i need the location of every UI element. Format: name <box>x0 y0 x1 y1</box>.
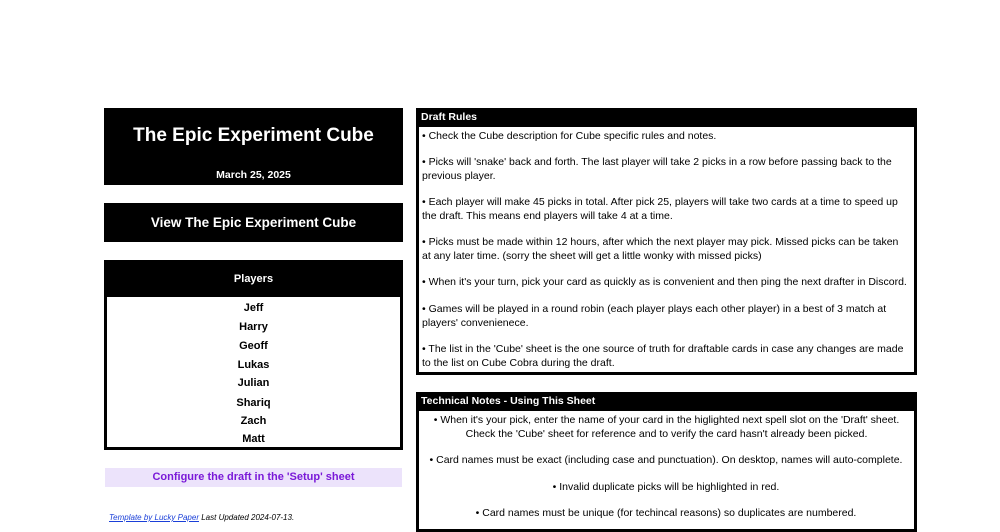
players-header: Players <box>233 273 274 285</box>
footer <box>109 513 294 522</box>
draft-rules-body <box>419 127 914 372</box>
title-block <box>104 108 403 185</box>
draft-rule: • Games will be played in a round robin (each player plays each other player) in a best of 3 match at players' convenienece. <box>422 303 887 329</box>
technical-note: • Card names must be exact (including case and punctuation). On desktop, names will auto-complete. <box>429 454 903 466</box>
technical-note: • When it's your pick, enter the name of your card in the higlighted next spell slot on the 'Draft' sheet. Check the 'Cube' sheet for reference and to verify the card hasn't already been picked. <box>433 414 900 440</box>
player-name: Julian <box>237 377 270 389</box>
cube-title: The Epic Experiment Cube <box>133 125 374 146</box>
technical-note: • Card names must be unique (for techincal reasons) so duplicates are numbered. <box>475 507 857 519</box>
technical-notes-body <box>419 411 914 529</box>
draft-date: March 25, 2025 <box>216 169 291 181</box>
player-name: Shariq <box>236 397 271 409</box>
player-name: Jeff <box>243 302 264 314</box>
draft-rules-panel <box>416 108 917 375</box>
draft-rule: • Check the Cube description for Cube specific rules and notes. <box>422 130 717 142</box>
lucky-paper-link[interactable]: Template by Lucky Paper <box>109 513 199 522</box>
draft-rule: • Each player will make 45 picks in total. After pick 25, players will take two cards at a time to speed up the draft. This means end players will take 4 at a time. <box>422 196 898 222</box>
player-name: Harry <box>239 321 268 333</box>
setup-sheet-link[interactable]: Configure the draft in the 'Setup' sheet <box>105 468 402 487</box>
draft-rule: • When it's your turn, pick your card as quickly as is convenient and then ping the next drafter in Discord. <box>422 276 907 288</box>
technical-note: • Invalid duplicate picks will be highlighted in red. <box>552 481 780 493</box>
draft-rule: • Picks must be made within 12 hours, after which the next player may pick. Missed picks can be taken at any later time. (sorry the sheet will get a little wonky with missed picks) <box>422 236 899 262</box>
view-cube-button[interactable]: View The Epic Experiment Cube <box>104 203 403 242</box>
players-list <box>107 297 400 447</box>
player-name: Geoff <box>239 340 268 352</box>
draft-rule: • Picks will 'snake' back and forth. The last player will take 2 picks in a row before passing back to the previous player. <box>422 156 892 182</box>
players-panel <box>104 260 403 450</box>
last-updated-text: Last Updated 2024-07-13. <box>201 513 295 522</box>
player-name: Matt <box>242 433 265 445</box>
technical-notes-header: Technical Notes - Using This Sheet <box>421 395 596 407</box>
player-name: Lukas <box>237 359 270 371</box>
player-name: Zach <box>240 415 267 427</box>
draft-rules-header: Draft Rules <box>421 111 478 123</box>
draft-rule: • The list in the 'Cube' sheet is the one source of truth for draftable cards in case any changes are made to the list on Cube Cobra during the draft. <box>422 343 904 369</box>
technical-notes-panel <box>416 392 917 532</box>
